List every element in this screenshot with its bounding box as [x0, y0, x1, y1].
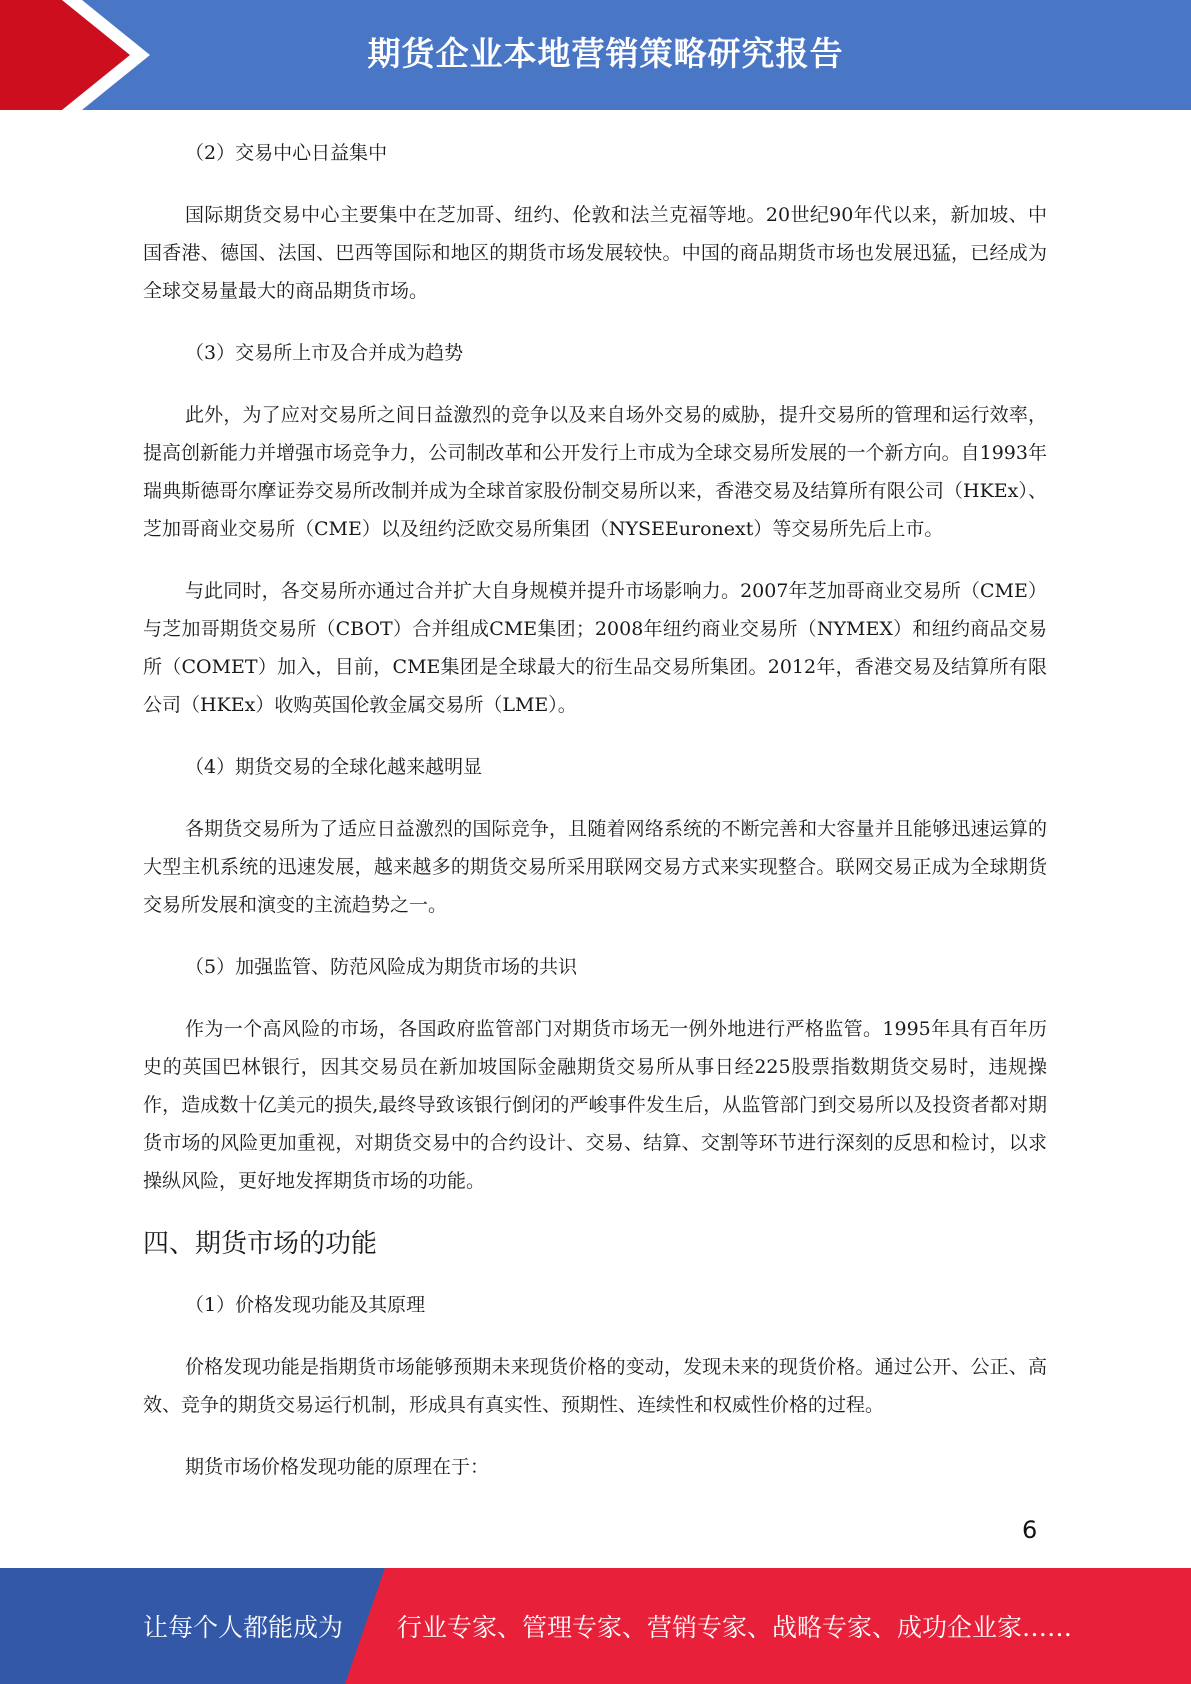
page-header [0, 0, 1191, 110]
page-number: 6 [1022, 1516, 1038, 1544]
paragraph: 各期货交易所为了适应日益激烈的国际竞争，且随着网络系统的不断完善和大容量并且能够迅速运算的大型主机系统的迅速发展，越来越多的期货交易所采用联网交易方式来实现整合。联网交易正成为全球期货交易所发展和演变的主流趋势之一。 [143, 818, 1047, 916]
footer-slogan-left: 让每个人都能成为 [143, 1613, 344, 1642]
section-heading: 四、期货市场的功能 [143, 1229, 378, 1259]
subheading-4-1: （1）价格发现功能及其原理 [185, 1294, 426, 1316]
page-footer [0, 1568, 1191, 1684]
paragraph: 作为一个高风险的市场，各国政府监管部门对期货市场无一例外地进行严格监管。1995年具有百年历史的英国巴林银行，因其交易员在新加坡国际金融期货交易所从事日经225股票指数期货交易时，违规操作，造成数十亿美元的损失,最终导致该银行倒闭的严峻事件发生后，从监管部门到交易所以及投资者都对期货市场的风险更加重视，对期货交易中的合约设计、交易、结算、交割等环节进行深刻的反思和检讨，以求操纵风险，更好地发挥期货市场的功能。 [143, 1018, 1047, 1192]
paragraph: 与此同时，各交易所亦通过合并扩大自身规模并提升市场影响力。2007年芝加哥商业交易所（CME）与芝加哥期货交易所（CBOT）合并组成CME集团；2008年纽约商业交易所（NYMEX）和纽约商品交易所（COMET）加入，目前，CME集团是全球最大的衍生品交易所集团。2012年，香港交易及结算所有限公司（HKEx）收购英国伦敦金属交易所（LME）。 [143, 580, 1047, 716]
subheading-2: （2）交易中心日益集中 [185, 142, 388, 164]
paragraph: 国际期货交易中心主要集中在芝加哥、纽约、伦敦和法兰克福等地。20世纪90年代以来，新加坡、中国香港、德国、法国、巴西等国际和地区的期货市场发展较快。中国的商品期货市场也发展迅猛，已经成为全球交易量最大的商品期货市场。 [143, 204, 1047, 302]
paragraph: 期货市场价格发现功能的原理在于： [185, 1456, 490, 1478]
footer-slogan-right: 行业专家、管理专家、营销专家、战略专家、成功企业家…… [397, 1613, 1073, 1642]
report-title: 期货企业本地营销策略研究报告 [367, 34, 844, 73]
paragraph: 此外，为了应对交易所之间日益激烈的竞争以及来自场外交易的威胁，提升交易所的管理和运行效率，提高创新能力并增强市场竞争力，公司制改革和公开发行上市成为全球交易所发展的一个新方向。自1993年瑞典斯德哥尔摩证券交易所改制并成为全球首家股份制交易所以来，香港交易及结算所有限公司（HKEx）、芝加哥商业交易所（CME）以及纽约泛欧交易所集团（NYSEEuronext）等交易所先后上市。 [143, 404, 1047, 540]
paragraph: 价格发现功能是指期货市场能够预期未来现货价格的变动，发现未来的现货价格。通过公开、公正、高效、竞争的期货交易运行机制，形成具有真实性、预期性、连续性和权威性价格的过程。 [143, 1356, 1047, 1416]
subheading-5: （5）加强监管、防范风险成为期货市场的共识 [185, 956, 578, 978]
subheading-3: （3）交易所上市及合并成为趋势 [185, 342, 464, 364]
document-body [143, 134, 1047, 1510]
subheading-4: （4）期货交易的全球化越来越明显 [185, 756, 483, 778]
